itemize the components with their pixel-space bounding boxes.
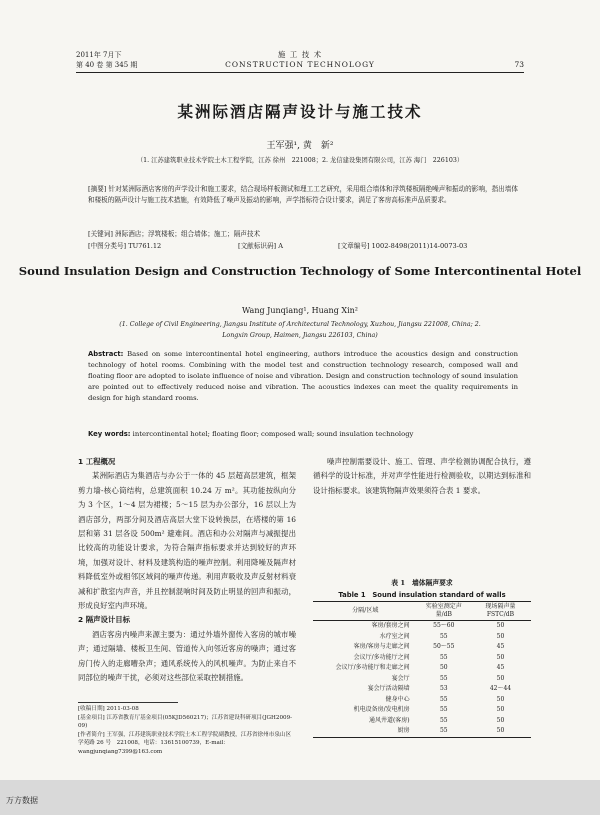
table-cell: 55～60: [433, 622, 455, 629]
table-header: 分隔/区域: [313, 602, 418, 621]
table-cell: 50: [496, 695, 505, 703]
database-watermark: 万方数据: [6, 796, 38, 805]
footnote-rule: [78, 702, 178, 703]
table-cell: 会议厅/多功能厅之间: [353, 653, 410, 661]
table-cell: 机电设备房/发电机房: [353, 706, 410, 713]
journal-name-cn: 施 工 技 术: [277, 50, 323, 59]
table-cell: 厨房: [313, 726, 418, 737]
table-cell: 客房/客房与走廊之间: [353, 643, 410, 650]
page-number: 73: [514, 60, 524, 69]
table-cell: 55: [439, 706, 448, 713]
table-cell: 53: [439, 685, 448, 692]
table-cell: 50: [496, 716, 505, 724]
table-cell: 55: [439, 653, 448, 661]
journal-name-en: CONSTRUCTION TECHNOLOGY: [225, 60, 375, 69]
sound-insulation-table: [313, 601, 531, 738]
document-code: [文献标识码] A: [238, 242, 283, 250]
table-cell: 50: [496, 674, 505, 682]
running-header: [76, 50, 524, 80]
section-1-paragraph: 某洲际酒店为集酒店与办公于一体的 45 层超高层建筑，框架剪力墙-核心筒结构，总建筑面积 10.24 万 m²。其功能按纵向分为 3 个区，1～4 层为裙楼；5～15 层为办公部分，16 层以上为酒店部分，两部分间及酒店高层大堂下设转换层，在塔楼的第 16 层和第 31 层各设 500m² 避难间。酒店和办公对隔声与减振提出比较高的功能设计要求，为符合隔声指标要求并达到较好的声环境，加强对设计、材料及建筑构造的噪声控制。利用降噪及隔声材料降低室外或相邻区域间的噪声传递。利用声吸收及声反射材料衰减和扩散室内声音，并且控制混响时间及防止明显的回声和振动，形成良好室内声环境。: [78, 471, 296, 611]
abstract-en: [88, 349, 518, 426]
authors-cn: 王军强¹, 黄 新²: [266, 141, 334, 151]
table-row: [313, 716, 531, 727]
table-cell: 55: [439, 716, 448, 724]
issue-date: 2011年 7月下: [76, 51, 122, 59]
table-row: [313, 642, 531, 653]
table-row: [313, 705, 531, 716]
footnote-received: [收稿日期] 2011-03-08: [78, 706, 139, 712]
table-cell: 宴会厅活动隔墙: [367, 685, 410, 692]
table-cell: 宴会厅: [391, 674, 410, 682]
section-1-heading: 1 工程概况: [78, 457, 116, 466]
journal-name: [76, 50, 524, 70]
article-number: [文章编号] 1002-8498(2011)14-0073-03: [338, 242, 468, 250]
table-cell: 通风井道(客房): [368, 716, 410, 724]
table-cell: 会议厅/多功能厅和走廊之间: [335, 664, 410, 671]
table-cell: 42～44: [489, 685, 512, 692]
table-header: 实验室测定声量/dB: [418, 602, 470, 621]
table-row: [313, 663, 531, 674]
table-cell: 50: [470, 726, 531, 737]
keywords-en: [88, 429, 518, 440]
table-cell: 健身中心: [385, 695, 410, 703]
table-cell: 55: [439, 695, 448, 703]
table-caption-en: Table 1 Sound insulation standard of walls: [338, 591, 506, 599]
keywords-en-label: Key words:: [88, 430, 131, 438]
table-header: 现场隔声量 FSTC/dB: [470, 602, 531, 621]
table-cell: 50: [496, 622, 505, 629]
table-cell: 客房/套房之间: [371, 622, 410, 629]
table-row: [313, 653, 531, 664]
table-header-row: [313, 602, 531, 621]
abstract-en-text: Based on some intercontinental hotel engineering, authors introduce the acoustics design and construction technology of hotel rooms. Combining with the model test and construction technology research, composed wall and floating floor are adopted to isolate influence of noise and vibration. Design and construction technology of sound insulation are pointed out to effectively reduced noise and vibration. The acoustics indexes can meet the quality requirements in design for high standard rooms.: [88, 350, 518, 402]
table-cell: 50: [496, 653, 505, 661]
section-2-heading: 2 隔声设计目标: [78, 615, 131, 625]
table-cell: 50: [439, 664, 448, 671]
table-cell: 45: [496, 643, 505, 650]
abstract-cn: [摘要] 针对某洲际酒店客房的声学设计和施工要求，结合现场样板测试和理工工艺研究，采用组合墙体和浮筑楼板隔绝噪声和振动的影响，指出墙体和楼板的隔声设计与施工技术措施，有效降低了噪声及振动的影响，声学指标符合设计要求，满足了客房高标准声品质要求。: [88, 185, 518, 204]
table-row: [313, 684, 531, 695]
keywords-cn: [关键词] 洲际酒店；浮筑楼板；组合墙体；施工；隔声技术: [88, 230, 261, 238]
footnote-author: [作者简介] 王军强，江苏建筑职业技术学院土木工程学院副教授，江苏省徐州市泉山区学苑路 26 号 221008，电话：13615100739，E-mail：wangjunqiang7399@163.com: [78, 731, 292, 755]
table-caption-cn: 表 1 墙体隔声要求: [391, 579, 453, 587]
clc-number: [中图分类号] TU761.12: [88, 242, 162, 250]
table-row: [313, 621, 531, 632]
body-column-right: [313, 455, 531, 565]
keywords-en-text: intercontinental hotel; floating floor; composed wall; sound insulation technology: [132, 430, 414, 438]
issue-volume: 第 40 卷 第 345 期: [76, 61, 138, 69]
table-row: [313, 674, 531, 685]
table-cell: 水疗室之间: [379, 632, 410, 640]
table-row: [313, 632, 531, 643]
table-cell: 50～55: [433, 643, 455, 650]
table-row: [313, 695, 531, 706]
affiliations-cn: （1. 江苏建筑职业技术学院土木工程学院，江苏 徐州 221008；2. 龙信建设集团有限公司，江苏 海门 226103）: [136, 157, 464, 164]
table-cell: 55: [439, 632, 448, 640]
affiliations-en: (1. College of Civil Engineering, Jiangsu Institute of Architectural Technology, Xuzhou, Jiangsu 221008, China; 2. Longxin Group, Haimen, Jiangsu 226103, China): [119, 321, 481, 339]
header-rule: [76, 72, 524, 73]
body-column-left: [78, 455, 296, 699]
table-cell: 55: [418, 726, 470, 737]
title-cn: 某洲际酒店隔声设计与施工技术: [177, 102, 423, 121]
table-cell: 45: [496, 664, 505, 671]
table-body: [313, 621, 531, 738]
table-cell: 50: [496, 632, 505, 640]
section-2-paragraph: 酒店客房内噪声来源主要为：通过外墙外窗传入客房的城市噪声；通过隔墙、楼板卫生间、管道传入向邻近客房的噪声；通过客房门传入的走廊嘈杂声；通风系统传入的风机噪声。为防止来自不同部位的噪声干扰，必须对这些部位采取控制措施。: [78, 629, 296, 683]
footnote-fund: [基金项目] 江苏省教育厅基金项目(05KJD560217)；江苏省建设科研项目(JGH2009-09): [78, 714, 293, 730]
abstract-en-label: Abstract:: [88, 350, 124, 358]
title-en: Sound Insulation Design and Construction Technology of Some Intercontinental Hotel: [18, 264, 582, 278]
table-row: [313, 726, 531, 737]
classification-line: [88, 240, 518, 250]
table-cell: 55: [439, 674, 448, 682]
authors-en: Wang Junqiang¹, Huang Xin²: [242, 306, 358, 315]
footnotes: [78, 705, 296, 757]
table-cell: 50: [496, 706, 505, 713]
section-2-paragraph-2: 噪声控制需要设计、施工、管理、声学检测协调配合执行，遵循科学的设计标准，并对声学性能进行检测验收，以期达到标准和设计指标要求。该建筑物隔声效果须符合表 1 要求。: [313, 457, 531, 495]
